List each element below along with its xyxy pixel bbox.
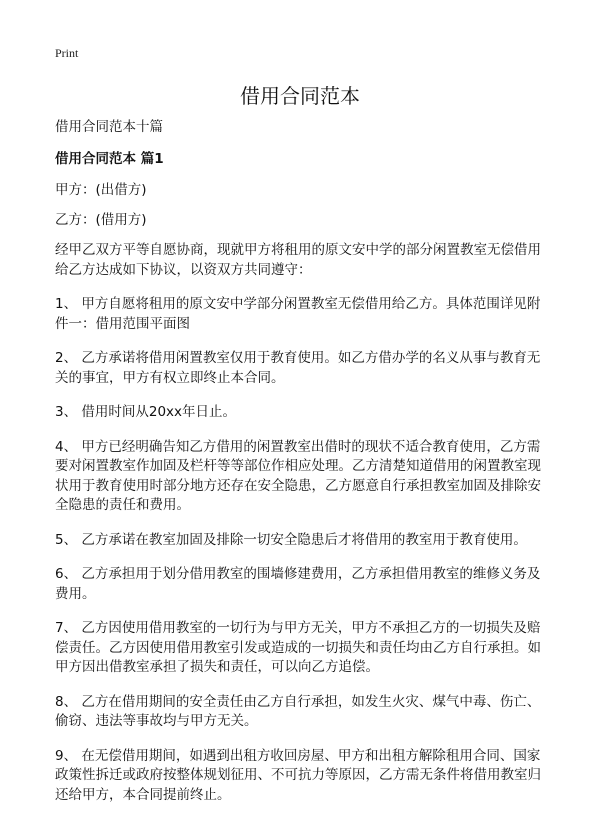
print-link[interactable]: Print bbox=[55, 46, 79, 60]
document-body bbox=[55, 118, 550, 820]
document-subtitle: 借用合同范本十篇 bbox=[55, 119, 163, 135]
clause-6: 6、 乙方承担用于划分借用教室的围墙修建费用，乙方承担借用教室的维修义务及费用。 bbox=[55, 566, 541, 602]
clause-3: 3、 借用时间从20xx年日止。 bbox=[55, 404, 237, 420]
clause-7: 7、 乙方因使用借用教室的一切行为与甲方无关，甲方不承担乙方的一切损失及赔偿责任。乙方因使用借用教室引发或造成的一切损失和责任均由乙方自行承担。如甲方因出借教室承担了损失和责任，可以向乙方追偿。 bbox=[55, 620, 541, 675]
clause-9: 9、 在无偿借用期间，如遇到出租方收回房屋、甲方和出租方解除租用合同、国家政策性拆迁或政府按整体规划征用、不可抗力等原因，乙方需无条件将借用教室归还给甲方，本合同提前终止。 bbox=[55, 747, 541, 803]
party-a: 甲方：(出借方) bbox=[55, 182, 147, 198]
clause-4: 4、 甲方已经明确告知乙方借用的闲置教室出借时的现状不适合教育使用，乙方需要对闲置教室作加固及栏杆等等部位作相应处理。乙方清楚知道借用的闲置教室现状用于教育使用时部分地方还存在安全隐患，乙方愿意自行承担教室加固及排除安全隐患的责任和费用。 bbox=[55, 438, 541, 513]
clause-5: 5、 乙方承诺在教室加固及排除一切安全隐患后才将借用的教室用于教育使用。 bbox=[55, 531, 527, 548]
intro-paragraph: 经甲乙双方平等自愿协商，现就甲方将租用的原文安中学的部分闲置教室无偿借用给乙方达成如下协议，以资双方共同遵守： bbox=[55, 242, 541, 278]
section-heading: 借用合同范本 篇1 bbox=[55, 150, 164, 167]
document-title: 借用合同范本 bbox=[240, 84, 360, 108]
party-b: 乙方：(借用方) bbox=[55, 212, 147, 228]
clause-2: 2、 乙方承诺将借用闲置教室仅用于教育使用。如乙方借办学的名义从事与教育无关的事宜，甲方有权立即终止本合同。 bbox=[55, 350, 541, 386]
clause-1: 1、 甲方自愿将租用的原文安中学部分闲置教室无偿借用给乙方。具体范围详见附件一：借用范围平面图 bbox=[55, 296, 541, 332]
clause-8: 8、 乙方在借用期间的安全责任由乙方自行承担，如发生火灾、煤气中毒、伤亡、偷窃、违法等事故均与甲方无关。 bbox=[55, 693, 541, 729]
